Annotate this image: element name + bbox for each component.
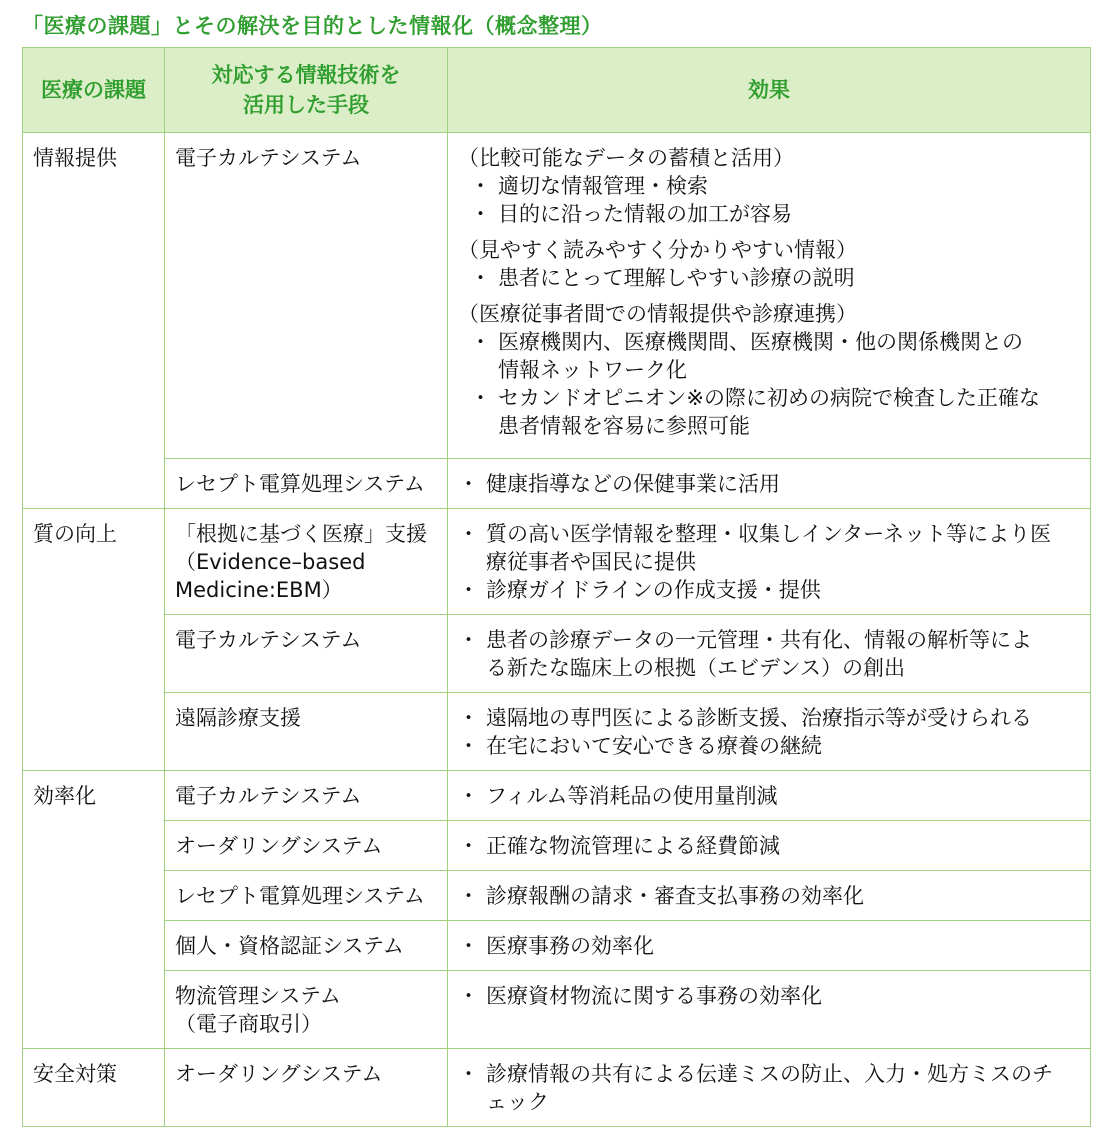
effect-bullet: ・ 正確な物流管理による経費節減	[458, 832, 1080, 860]
issue-cell: 質の向上	[23, 509, 165, 771]
means-cell: 電子カルテシステム	[165, 133, 448, 459]
effect-line: ・ 医療機関内、医療機関間、医療機関・他の関係機関との	[498, 330, 1023, 354]
effect-group-title: （見やすく読みやすく分かりやすい情報）	[458, 238, 857, 262]
effect-line: 情報ネットワーク化	[498, 358, 687, 382]
effect-cell	[448, 921, 1091, 971]
effect-bullet: ・ 診療ガイドラインの作成支援・提供	[458, 576, 1080, 604]
means-line: （電子商取引）	[175, 1012, 322, 1036]
effect-cell	[448, 133, 1091, 459]
means-cell: 個人・資格認証システム	[165, 921, 448, 971]
table-header-row	[23, 48, 1091, 133]
effect-line: る新たな臨床上の根拠（エビデンス）の創出	[486, 656, 905, 680]
means-cell: オーダリングシステム	[165, 1049, 448, 1127]
means-cell	[165, 971, 448, 1049]
effect-group	[458, 300, 1080, 440]
effect-cell	[448, 1049, 1091, 1127]
table-row	[23, 133, 1091, 459]
effect-cell	[448, 821, 1091, 871]
effect-bullet	[458, 520, 1080, 576]
effect-cell	[448, 509, 1091, 615]
effect-line: ・ 診療情報の共有による伝達ミスの防止、入力・処方ミスのチ	[486, 1062, 1053, 1086]
table-row	[23, 459, 1091, 509]
table-row	[23, 921, 1091, 971]
header-means-line1: 対応する情報技術を	[211, 63, 401, 87]
means-cell: レセプト電算処理システム	[165, 871, 448, 921]
means-line: Medicine:EBM）	[175, 578, 343, 602]
effect-bullet	[458, 626, 1080, 682]
effect-cell	[448, 971, 1091, 1049]
table-row	[23, 821, 1091, 871]
table-row	[23, 693, 1091, 771]
effect-line: 療従事者や国民に提供	[486, 550, 696, 574]
means-cell: レセプト電算処理システム	[165, 459, 448, 509]
effect-bullet: ・ 医療資材物流に関する事務の効率化	[458, 982, 1080, 1010]
means-cell: 遠隔診療支援	[165, 693, 448, 771]
effect-bullet	[458, 384, 1080, 440]
effect-bullet	[458, 328, 1080, 384]
effect-bullet: ・ フィルム等消耗品の使用量削減	[458, 782, 1080, 810]
table-row	[23, 615, 1091, 693]
effect-bullet	[458, 1060, 1080, 1116]
means-line: 「根拠に基づく医療」支援	[175, 522, 427, 546]
means-cell: 電子カルテシステム	[165, 615, 448, 693]
means-line: （Evidence–based	[175, 550, 366, 574]
effect-line: ェック	[486, 1090, 549, 1114]
concept-table	[22, 47, 1091, 1127]
effect-bullet: ・ 遠隔地の専門医による診断支援、治療指示等が受けられる	[458, 704, 1080, 732]
effect-bullet: ・ 健康指導などの保健事業に活用	[458, 470, 1080, 498]
effect-line: 患者情報を容易に参照可能	[498, 414, 750, 438]
effect-bullet: ・ 在宅において安心できる療養の継続	[458, 732, 1080, 760]
effect-bullet: ・ 適切な情報管理・検索	[458, 172, 1080, 200]
table-row	[23, 509, 1091, 615]
effect-cell	[448, 459, 1091, 509]
issue-cell: 効率化	[23, 771, 165, 1049]
effect-line: ・ 患者の診療データの一元管理・共有化、情報の解析等によ	[486, 628, 1032, 652]
effect-cell	[448, 615, 1091, 693]
means-cell: オーダリングシステム	[165, 821, 448, 871]
means-line: 物流管理システム	[175, 984, 341, 1008]
effect-group-title: （比較可能なデータの蓄積と活用）	[458, 146, 794, 170]
table-row	[23, 871, 1091, 921]
issue-cell: 情報提供	[23, 133, 165, 509]
effect-bullet: ・ 目的に沿った情報の加工が容易	[458, 200, 1080, 228]
table-row	[23, 971, 1091, 1049]
means-cell: 電子カルテシステム	[165, 771, 448, 821]
header-means	[165, 48, 448, 133]
header-means-line2: 活用した手段	[243, 93, 369, 117]
table-row	[23, 1049, 1091, 1127]
effect-cell	[448, 771, 1091, 821]
means-cell	[165, 509, 448, 615]
table-row	[23, 771, 1091, 821]
effect-group-title: （医療従事者間での情報提供や診療連携）	[458, 302, 857, 326]
header-issue: 医療の課題	[23, 48, 165, 133]
effect-line: ・ 質の高い医学情報を整理・収集しインターネット等により医	[486, 522, 1052, 546]
page-title: 「医療の課題」とその解決を目的とした情報化（概念整理）	[22, 14, 603, 38]
effect-line: ・ セカンドオピニオン※の際に初めの病院で検査した正確な	[498, 386, 1040, 410]
effect-bullet: ・ 患者にとって理解しやすい診療の説明	[458, 264, 1080, 292]
effect-cell	[448, 693, 1091, 771]
effect-group	[458, 144, 1080, 228]
effect-group	[458, 236, 1080, 292]
effect-bullet: ・ 医療事務の効率化	[458, 932, 1080, 960]
issue-cell: 安全対策	[23, 1049, 165, 1127]
effect-bullet: ・ 診療報酬の請求・審査支払事務の効率化	[458, 882, 1080, 910]
effect-cell	[448, 871, 1091, 921]
header-effect: 効果	[448, 48, 1091, 133]
